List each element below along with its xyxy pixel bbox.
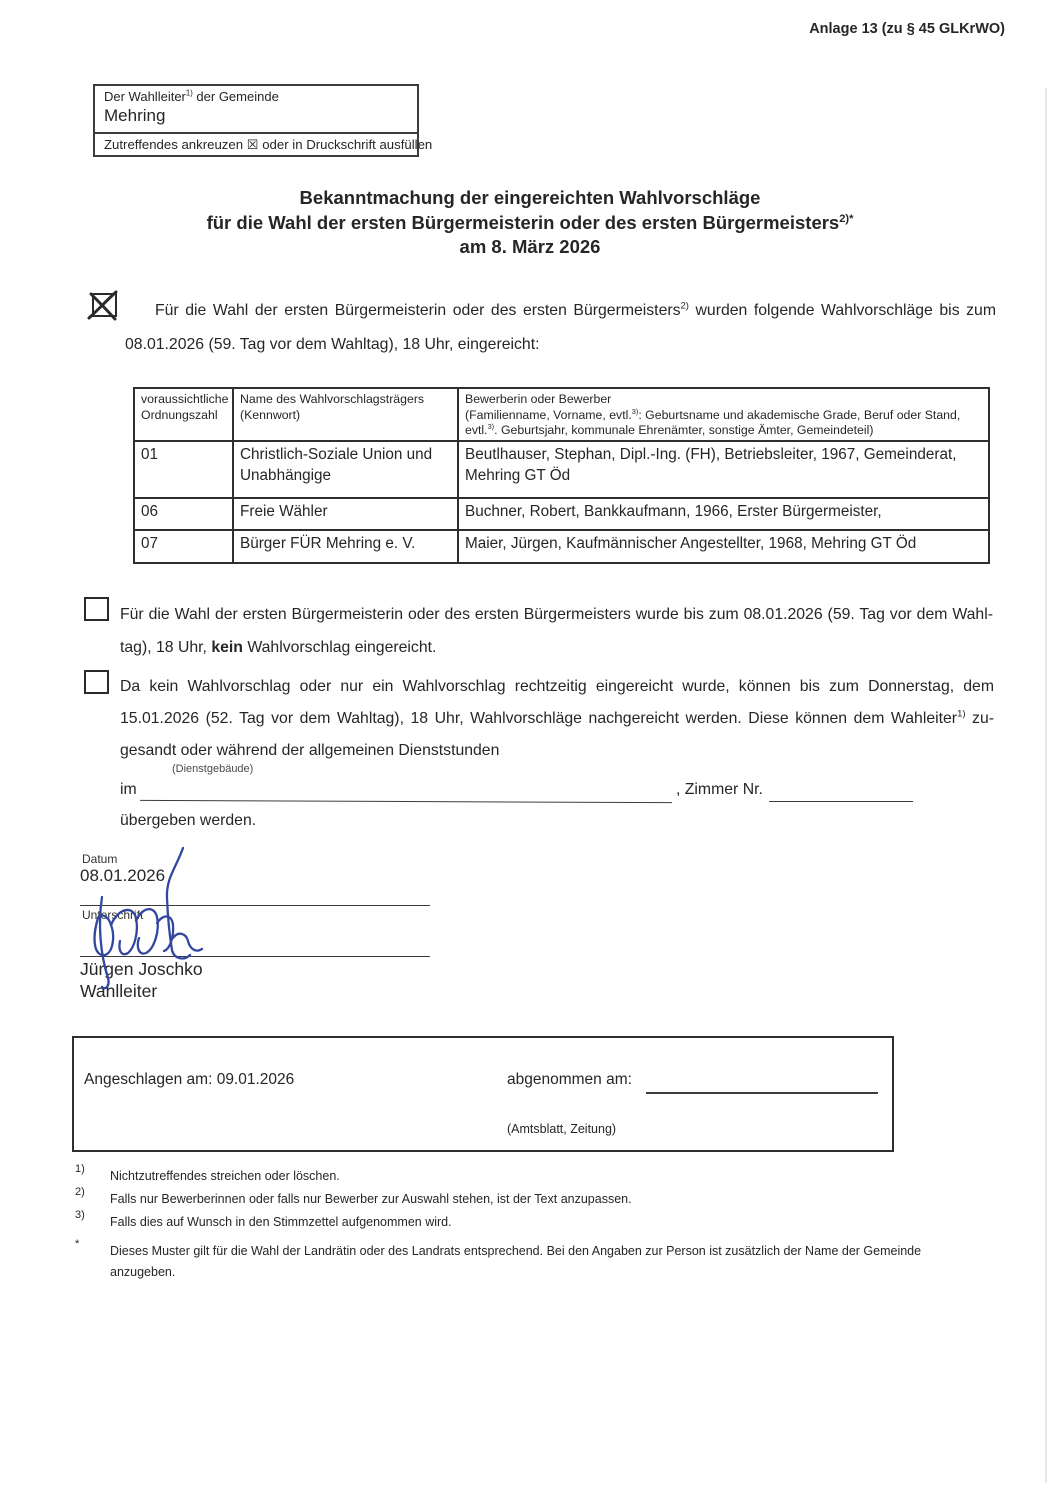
table-row-ordinal: 01 [135, 442, 234, 499]
table-row-ordinal: 07 [135, 531, 234, 562]
scan-edge-artifact [1045, 88, 1047, 1483]
room-number-blank-field[interactable] [769, 801, 913, 802]
footnote-text: Nichtzutreffendes streichen oder löschen. [110, 1169, 340, 1183]
checked-box-glyph: ☒ [246, 137, 259, 152]
date-label: Datum [82, 852, 118, 866]
im-label: im [120, 781, 137, 798]
handwritten-signature-icon [78, 843, 218, 1008]
removed-date-label: abgenommen am: [507, 1071, 632, 1088]
proposals-table [133, 387, 990, 564]
signature-label: Unterschrift [82, 908, 144, 922]
footnote-ref-2: 2) [680, 300, 689, 312]
issuer-line: Der Wahlleiter$^{1)}$ der Gemeinde [104, 88, 279, 104]
footnote-marker: * [75, 1238, 80, 1250]
room-number-label: , Zimmer Nr. [676, 781, 763, 798]
table-row-party: Bürger FÜR Mehring e. V. [234, 531, 459, 562]
col-header-party: Name des Wahlvorschlagsträgers (Kennwort) [234, 389, 459, 442]
title-line-1: Bekanntmachung der eingereichten Wahlvorschläge [299, 187, 761, 208]
footnote-ref-3: 3) [487, 421, 495, 431]
footnote-marker: 3) [75, 1209, 85, 1221]
signer-name: Jürgen Joschko [80, 959, 203, 979]
signer-role: Wahlleiter [80, 981, 158, 1001]
footnote-text: Falls dies auf Wunsch in den Stimmzettel aufgenommen wird. [110, 1215, 452, 1229]
footnote-ref-1: 1) [185, 88, 193, 98]
removed-date-blank-field[interactable] [646, 1092, 878, 1094]
checkbox-no-proposal[interactable] [84, 597, 109, 621]
annex-label: Anlage 13 (zu § 45 GLKrWO) [809, 21, 1005, 37]
col-header-ordinal: voraussichtliche Ordnungszahl [135, 389, 234, 442]
footnote-text: Falls nur Bewerberinnen oder falls nur Bewerber zur Auswahl stehen, ist der Text anzupassen. [110, 1192, 632, 1206]
gazette-note: (Amtsblatt, Zeitung) [507, 1122, 617, 1136]
footnote-ref-2-star: 2)* [839, 212, 854, 225]
issuer-box [93, 84, 433, 157]
building-blank-field[interactable] [140, 800, 672, 803]
paragraph-proposals-submitted: Für die Wahl der ersten Bürgermeisterin oder des ersten Bürgermeisters$^{2)}$ wurden folgende Wahlvorschläge bis zum 08.01.2026 (59. Tag vor dem Wahltag), 18 Uhr, eingereicht: [125, 300, 996, 353]
closing-phrase: übergeben werden. [120, 812, 257, 829]
title-line-2: für die Wahl der ersten Bürgermeisterin oder des ersten Bürgermeisters$^{2)*}$ [206, 211, 854, 233]
date-value: 08.01.2026 [80, 866, 166, 885]
municipality-name: Mehring [104, 106, 166, 125]
title-line-3: am 8. März 2026 [459, 236, 601, 257]
paragraph-no-proposal: Für die Wahl der ersten Bürgermeisterin oder des ersten Bürgermeisters wurde bis zum 08.01.2026 (59. Tag vor dem Wahl- tag), 18 Uhr, kein Wahlvorschlag eingereicht. [120, 606, 993, 656]
table-row-ordinal: 06 [135, 499, 234, 531]
table-row-candidate: Beutlhauser, Stephan, Dipl.-Ing. (FH), Betriebsleiter, 1967, Gemeinderat, Mehring GT Öd [459, 442, 988, 499]
fill-instruction: Zutreffendes ankreuzen ☒ oder in Druckschrift ausfüllen [95, 132, 417, 155]
footnote-marker: 1) [75, 1163, 85, 1175]
table-row-candidate: Maier, Jürgen, Kaufmännischer Angestellter, 1968, Mehring GT Öd [465, 535, 917, 552]
table-row-party: Christlich-Soziale Union und Unabhängige [234, 442, 459, 499]
checkbox-x-mark-icon [85, 286, 121, 322]
emphasis-kein: kein [211, 639, 243, 656]
table-row-candidate: Buchner, Robert, Bankkaufmann, 1966, Erster Bürgermeister, [459, 499, 988, 531]
posted-date: Angeschlagen am: 09.01.2026 [84, 1071, 295, 1088]
footnote-ref-1: 1) [957, 708, 966, 720]
footnote-text: Dieses Muster gilt für die Wahl der Landrätin oder des Landrats entsprechend. Bei den Angaben zur Person ist zusätzlich der Name der Gemeinde anzugeben. [110, 1244, 922, 1279]
footnote-marker: 2) [75, 1186, 85, 1198]
paragraph-late-submission: Da kein Wahlvorschlag oder nur ein Wahlvorschlag rechtzeitig eingereicht wurde, können bis zum Donnerstag, dem 15.01.2026 (52. Tag vor dem Wahltag), 18 Uhr, Wahlvorschläge nachgereicht werden. Diese können dem Wahleiter$^{1)}$ zu- gesandt oder während der allgemeinen Dienststunden [120, 678, 994, 759]
checkbox-late-submission[interactable] [84, 670, 109, 694]
page-title [30, 186, 1030, 260]
footnote-ref-3: 3) [631, 406, 639, 416]
col-header-candidate: Bewerberin oder Bewerber (Familienname, Vorname, evtl.$^{3)}$: Geburtsname und akademische Grade, Beruf oder Stand, evtl.$^{3)}$. Geburtsjahr, kommunale Ehrenämter, sonstige Ämter, Gemeindeteil) [459, 389, 988, 442]
posting-box [72, 1036, 894, 1152]
building-hint-label: (Dienstgebäude) [172, 763, 254, 775]
table-row-party: Freie Wähler [234, 499, 459, 531]
